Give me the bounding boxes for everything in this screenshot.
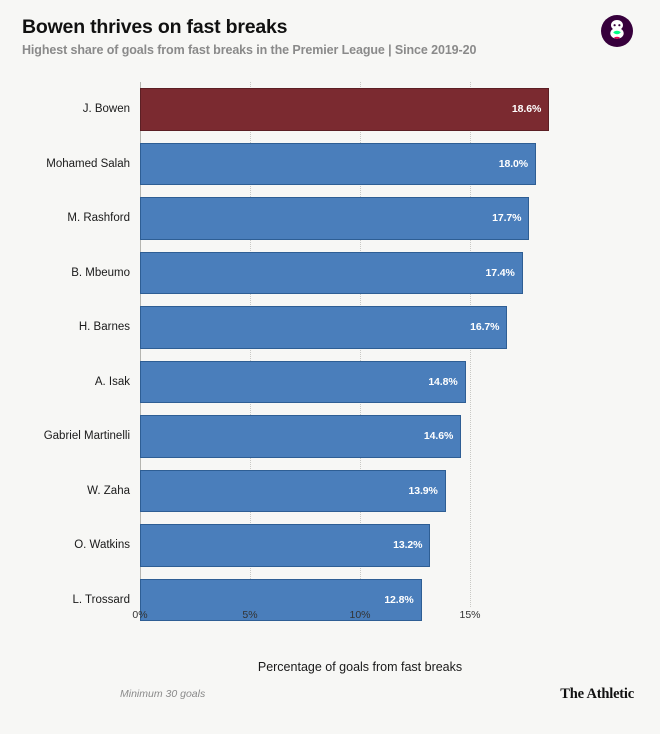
bar-value-label: 14.6% — [423, 430, 454, 443]
bar-value-label: 16.7% — [470, 321, 500, 334]
bar-category-label: O. Watkins — [74, 539, 130, 552]
bar-value-label: 13.2% — [393, 539, 423, 552]
bar[interactable] — [140, 88, 549, 131]
bar[interactable] — [140, 415, 461, 458]
bar-category-label: B. Mbeumo — [71, 266, 130, 279]
bar[interactable] — [140, 252, 523, 295]
bar-row — [67, 191, 580, 246]
bar-row — [78, 300, 580, 355]
chart-footer — [22, 688, 638, 708]
x-tick-label: 0% — [132, 609, 148, 621]
bar-wrapper — [140, 252, 523, 295]
bar-value-label: 18.6% — [511, 103, 542, 116]
bar[interactable] — [140, 143, 536, 186]
bar[interactable] — [140, 361, 466, 404]
bar-wrapper — [140, 415, 461, 458]
bar-wrapper — [140, 88, 549, 131]
bar[interactable] — [140, 524, 430, 567]
bar-category-label: M. Rashford — [67, 212, 130, 225]
bar-wrapper — [140, 524, 430, 567]
bar-value-label: 18.0% — [498, 157, 528, 170]
bar-category-label: Gabriel Martinelli — [43, 430, 130, 443]
bar-value-label: 17.4% — [485, 266, 515, 279]
page-subtitle: Highest share of goals from fast breaks in the Premier League | Since 2019-20 — [22, 43, 477, 57]
bar-category-label: L. Trossard — [72, 593, 130, 606]
bar-row — [87, 464, 580, 519]
chart-area — [22, 82, 638, 674]
bar[interactable] — [140, 197, 529, 240]
x-tick-label: 5% — [242, 609, 258, 621]
x-axis — [132, 607, 580, 627]
bar-wrapper — [140, 143, 536, 186]
bar-row — [74, 518, 580, 573]
bar-value-label: 17.7% — [492, 212, 522, 225]
bar-value-label: 12.8% — [384, 593, 414, 606]
bar-category-label: W. Zaha — [87, 484, 130, 497]
brand-wordmark: The Athletic — [560, 686, 634, 702]
chart-header — [22, 16, 638, 72]
bar-category-label: J. Bowen — [82, 103, 130, 116]
bar-row — [46, 137, 580, 192]
bar-wrapper — [140, 361, 466, 404]
bar-category-label: Mohamed Salah — [46, 157, 130, 170]
bar-wrapper — [140, 306, 507, 349]
x-tick-label: 15% — [459, 609, 481, 621]
x-axis-title: Percentage of goals from fast breaks — [257, 660, 463, 674]
bar-category-label: H. Barnes — [78, 321, 130, 334]
bar-row — [71, 246, 580, 301]
bar-row — [94, 355, 580, 410]
bar-wrapper — [140, 470, 446, 513]
plot-region — [43, 82, 580, 627]
bar-value-label: 14.8% — [428, 375, 458, 388]
bar-value-label: 13.9% — [408, 484, 438, 497]
bar[interactable] — [140, 470, 446, 513]
footnote: Minimum 30 goals — [120, 688, 206, 700]
page-title: Bowen thrives on fast breaks — [22, 16, 288, 38]
bar-category-label: A. Isak — [94, 375, 130, 388]
bar[interactable] — [140, 306, 507, 349]
premier-league-lion-logo — [600, 14, 634, 48]
bar-row — [82, 82, 580, 137]
x-tick-label: 10% — [349, 609, 371, 621]
bar-wrapper — [140, 197, 529, 240]
bar-rows — [43, 82, 580, 607]
bar-row — [43, 409, 580, 464]
